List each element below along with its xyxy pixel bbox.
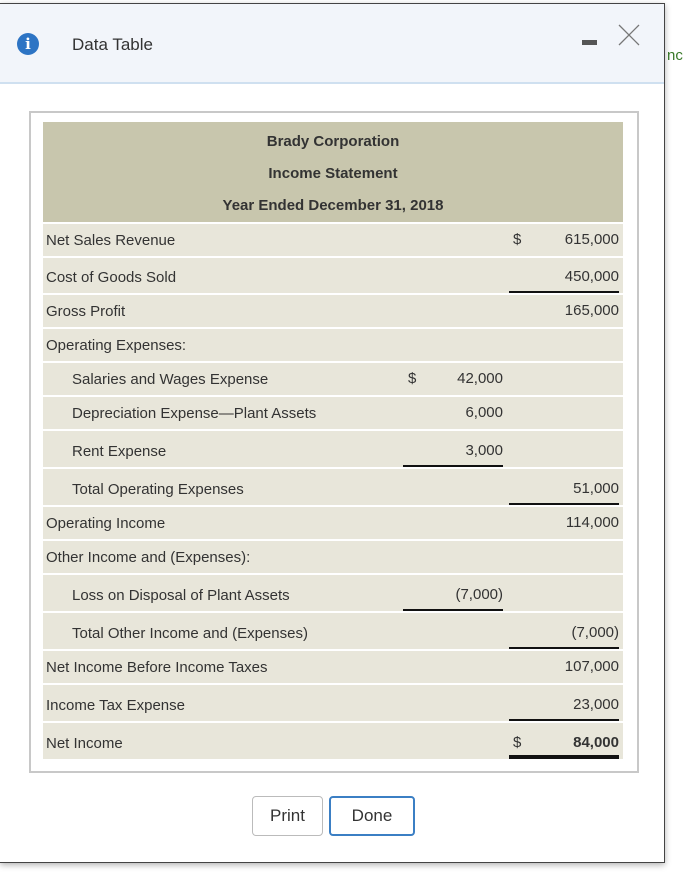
table-row bbox=[43, 721, 623, 759]
row-label: Loss on Disposal of Plant Assets bbox=[72, 587, 290, 604]
row-label: Net Income Before Income Taxes bbox=[46, 659, 268, 676]
double-underline bbox=[509, 755, 619, 759]
income-statement-table bbox=[29, 111, 639, 773]
row-label: Total Operating Expenses bbox=[72, 481, 244, 498]
info-icon: i bbox=[17, 33, 39, 55]
amount-col2: 450,000 bbox=[564, 268, 619, 285]
amount-col1: 3,000 bbox=[465, 442, 503, 459]
table-row bbox=[43, 573, 623, 611]
statement-period: Year Ended December 31, 2018 bbox=[222, 197, 444, 214]
table-row bbox=[43, 611, 623, 649]
statement-name: Income Statement bbox=[268, 165, 398, 182]
dialog-header bbox=[0, 4, 664, 84]
row-label: Income Tax Expense bbox=[46, 697, 185, 714]
row-label: Operating Income bbox=[46, 515, 166, 532]
amount-col2: 114,000 bbox=[565, 514, 619, 531]
row-label: Cost of Goods Sold bbox=[46, 269, 177, 286]
row-label: Net Sales Revenue bbox=[46, 232, 176, 249]
row-label: Depreciation Expense—Plant Assets bbox=[72, 405, 317, 422]
table-row bbox=[43, 395, 623, 429]
table-row bbox=[43, 539, 623, 573]
amount-col2: 107,000 bbox=[564, 658, 619, 675]
row-label: Rent Expense bbox=[72, 443, 167, 460]
amount-col1: 42,000 bbox=[457, 370, 503, 387]
done-button[interactable]: Done bbox=[329, 796, 415, 836]
table-header bbox=[43, 122, 623, 222]
table-row bbox=[43, 505, 623, 539]
dollar-sign: $ bbox=[408, 370, 417, 387]
row-label: Gross Profit bbox=[46, 303, 126, 320]
amount-col2: 51,000 bbox=[573, 480, 619, 497]
table-row bbox=[43, 222, 623, 256]
company-name: Brady Corporation bbox=[266, 133, 400, 150]
table-row bbox=[43, 429, 623, 467]
amount-col1: (7,000) bbox=[455, 586, 503, 603]
table-row bbox=[43, 683, 623, 721]
print-button[interactable]: Print bbox=[252, 796, 323, 836]
row-label: Net Income bbox=[46, 735, 123, 752]
dollar-sign: $ bbox=[513, 231, 522, 248]
table-row bbox=[43, 256, 623, 293]
amount-col2: 84,000 bbox=[573, 734, 619, 751]
table-row bbox=[43, 361, 623, 395]
row-label: Other Income and (Expenses): bbox=[46, 549, 251, 566]
amount-col1: 6,000 bbox=[465, 404, 503, 421]
row-label: Salaries and Wages Expense bbox=[72, 371, 269, 388]
amount-col2: 615,000 bbox=[564, 231, 619, 248]
row-label: Operating Expenses: bbox=[46, 337, 187, 354]
table-row bbox=[43, 467, 623, 505]
dialog-title: Data Table bbox=[72, 35, 153, 54]
row-label: Total Other Income and (Expenses) bbox=[72, 625, 308, 642]
table-row bbox=[43, 293, 623, 327]
amount-col2: 165,000 bbox=[564, 302, 619, 319]
minimize-icon[interactable] bbox=[582, 40, 597, 45]
amount-col2: (7,000) bbox=[571, 624, 619, 641]
dollar-sign: $ bbox=[513, 734, 522, 751]
table-row bbox=[43, 649, 623, 683]
amount-col2: 23,000 bbox=[573, 696, 619, 713]
close-icon[interactable] bbox=[618, 24, 640, 46]
table-row bbox=[43, 327, 623, 361]
background-text: nc bbox=[667, 47, 683, 64]
